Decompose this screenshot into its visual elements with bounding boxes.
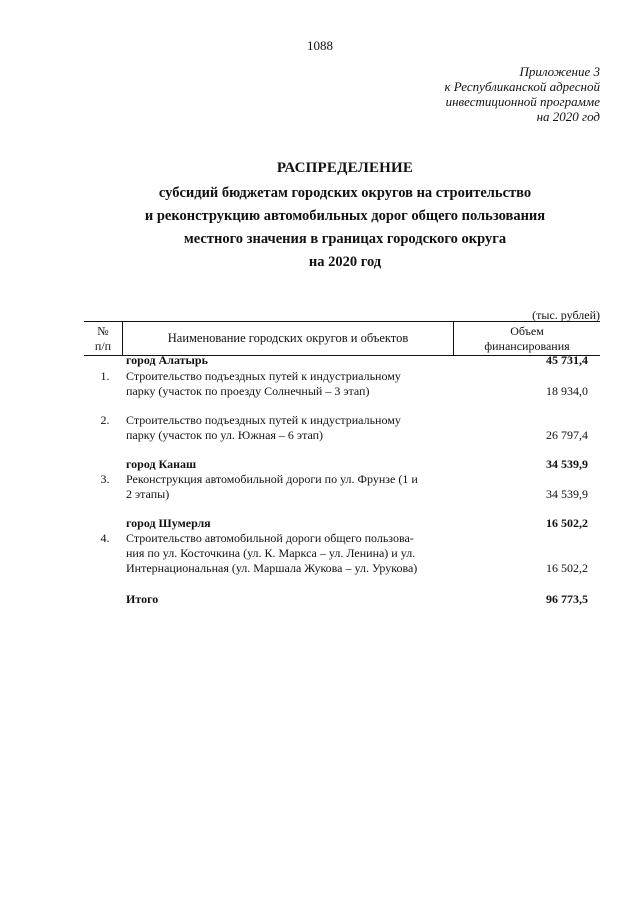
subtitle-line: на 2020 год (308, 254, 382, 270)
header-amount-line: финансирования (484, 339, 570, 353)
row-number: 4. (100, 531, 110, 545)
appendix-line: инвестиционной программе (445, 94, 600, 109)
city-total: 34 539,9 (546, 457, 588, 471)
object-name (126, 369, 446, 399)
object-name-line: Строительство подъездных путей к индустриальному (126, 369, 401, 383)
object-name-line: Строительство подъездных путей к индустриальному (126, 413, 401, 427)
city-total: 16 502,2 (546, 516, 588, 530)
city-total: 45 731,4 (546, 353, 588, 367)
subtitle-line: и реконструкцию автомобильных дорог общего пользования (144, 208, 546, 224)
total-amount: 96 773,5 (546, 592, 588, 606)
object-name-line: Реконструкция автомобильной дороги по ул. Фрунзе (1 и (126, 472, 418, 486)
total-label: Итого (126, 592, 159, 606)
object-name-line: Интернациональная (ул. Маршала Жукова – ул. Урукова) (126, 561, 418, 575)
row-number: 1. (100, 369, 110, 383)
object-amount: 18 934,0 (546, 384, 588, 398)
header-number-line: п/п (94, 339, 112, 353)
object-amount: 26 797,4 (546, 428, 588, 442)
header-number (84, 322, 122, 355)
object-name (126, 472, 446, 502)
row-number: 2. (100, 413, 110, 427)
object-name-line: 2 этапы) (126, 487, 170, 501)
units-label: (тыс. рублей) (532, 308, 600, 322)
object-name-line: ния по ул. Косточкина (ул. К. Маркса – ул. Ленина) и ул. (126, 546, 416, 560)
table-header (84, 321, 600, 356)
header-amount (454, 322, 600, 355)
city-name: город Канаш (126, 457, 197, 471)
object-name (126, 413, 446, 443)
appendix-line: к Республиканской адресной (444, 79, 600, 94)
header-amount-line: Объем (510, 324, 544, 338)
object-amount: 16 502,2 (546, 561, 588, 575)
subtitle-line: местного значения в границах городского округа (183, 231, 507, 247)
document-title: РАСПРЕДЕЛЕНИЕ (276, 160, 414, 176)
city-name: город Шумерля (126, 516, 211, 530)
header-number-line: № (97, 324, 109, 338)
document-subtitle (0, 182, 640, 274)
appendix-line: Приложение 3 (519, 64, 600, 79)
subtitle-line: субсидий бюджетам городских округов на строительство (158, 185, 532, 201)
header-name: Наименование городских округов и объектов (122, 322, 454, 355)
object-name-line: Строительство автомобильной дороги общего пользова- (126, 531, 414, 545)
appendix-note (400, 64, 600, 124)
object-name (126, 531, 446, 576)
object-amount: 34 539,9 (546, 487, 588, 501)
appendix-line: на 2020 год (536, 109, 600, 124)
page-number: 1088 (307, 38, 333, 53)
city-name: город Алатырь (126, 353, 208, 367)
object-name-line: парку (участок по ул. Южная – 6 этап) (126, 428, 324, 442)
object-name-line: парку (участок по проезду Солнечный – 3 этап) (126, 384, 370, 398)
row-number: 3. (100, 472, 110, 486)
